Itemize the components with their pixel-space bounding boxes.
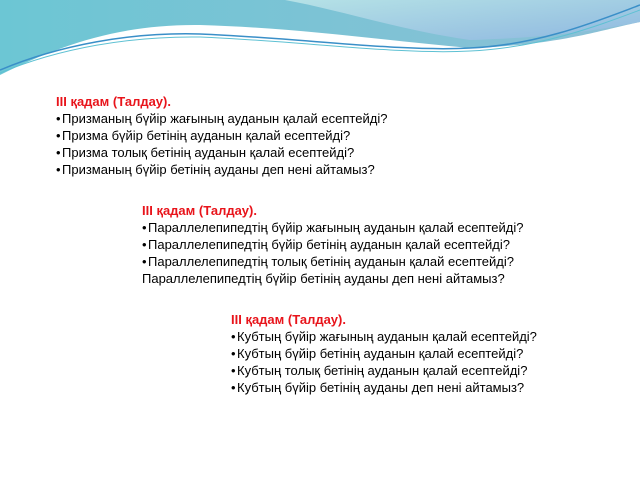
list-item: •Параллелепипедтің толық бетінің ауданын қалай есептейді?	[142, 254, 514, 269]
list-item: •Кубтың бүйір бетінің ауданын қалай есептейді?	[231, 346, 524, 361]
list-item: •Кубтың толық бетінің ауданын қалай есептейді?	[231, 363, 528, 378]
block-heading: III қадам (Талдау).	[56, 94, 171, 109]
list-item: •Кубтың бүйір жағының ауданын қалай есептейді?	[231, 329, 537, 344]
step-block-prism	[56, 93, 387, 178]
step-block-parallelepiped	[142, 202, 523, 287]
list-item: •Кубтың бүйір бетінің ауданы деп нені айтамыз?	[231, 380, 525, 395]
block-heading: III қадам (Талдау).	[142, 203, 257, 218]
list-item: •Призма толық бетінің ауданын қалай есептейді?	[56, 145, 355, 160]
list-item: •Параллелепипедтің бүйір бетінің ауданын қалай есептейді?	[142, 237, 510, 252]
header-wave-decoration	[0, 0, 640, 80]
list-item: •Призманың бүйір бетінің ауданы деп нені айтамыз?	[56, 162, 375, 177]
list-item: •Призма бүйір бетінің ауданын қалай есептейді?	[56, 128, 351, 143]
block-heading: III қадам (Талдау).	[231, 312, 346, 327]
list-item: Параллелепипедтің бүйір бетінің ауданы деп нені айтамыз?	[142, 271, 505, 286]
list-item: •Параллелепипедтің бүйір жағының ауданын қалай есептейді?	[142, 220, 524, 235]
step-block-cube	[231, 311, 537, 396]
list-item: •Призманың бүйір жағының ауданын қалай есептейді?	[56, 111, 388, 126]
